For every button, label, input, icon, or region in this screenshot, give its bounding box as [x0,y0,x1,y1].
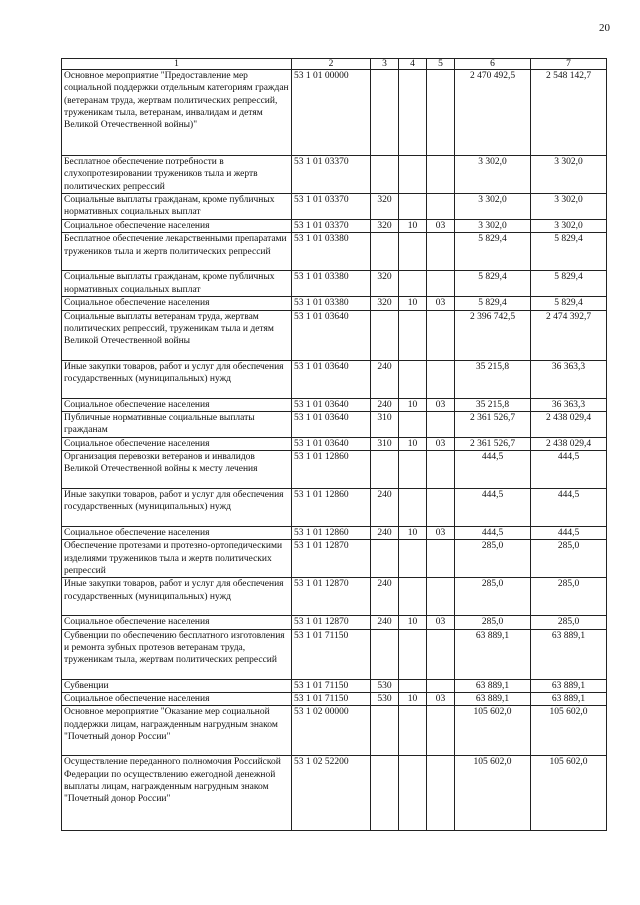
subsection-cell [427,679,455,692]
subsection-cell [427,706,455,756]
header-cell: 6 [455,59,531,70]
subsection-cell: 03 [427,616,455,629]
subsection-cell [427,540,455,578]
subsection-cell: 03 [427,220,455,233]
amount-year1-cell: 285,0 [455,578,531,616]
amount-year1-cell: 105 602,0 [455,706,531,756]
subsection-cell [427,629,455,679]
amount-year2-cell: 285,0 [531,578,607,616]
table-row [62,233,607,271]
row-name-cell: Социальные выплаты гражданам, кроме публичных нормативных социальных выплат [62,194,292,220]
section-cell: 10 [399,220,427,233]
section-cell: 10 [399,398,427,411]
section-cell [399,411,427,437]
csr-code-cell: 53 1 01 00000 [292,70,371,156]
csr-code-cell: 53 1 01 71150 [292,679,371,692]
amount-year1-cell: 3 302,0 [455,220,531,233]
table-row [62,271,607,297]
subsection-cell [427,233,455,271]
subsection-cell [427,411,455,437]
amount-year1-cell: 5 829,4 [455,297,531,310]
expense-type-cell: 530 [371,679,399,692]
amount-year1-cell: 2 396 742,5 [455,310,531,360]
row-name-cell: Социальное обеспечение населения [62,437,292,450]
amount-year1-cell: 2 470 492,5 [455,70,531,156]
amount-year2-cell: 2 438 029,4 [531,437,607,450]
row-name-cell: Организация перевозки ветеранов и инвалидов Великой Отечественной войны к месту лечения [62,451,292,489]
csr-code-cell: 53 1 01 12860 [292,451,371,489]
subsection-cell [427,271,455,297]
page-number: 20 [599,22,610,34]
amount-year1-cell: 444,5 [455,527,531,540]
row-name-cell: Субвенции по обеспечению бесплатного изготовления и ремонта зубных протезов ветеранам труда, труженикам тыла, жертвам политических репрессий [62,629,292,679]
table-row [62,451,607,489]
section-cell: 10 [399,616,427,629]
section-cell [399,156,427,194]
subsection-cell: 03 [427,297,455,310]
csr-code-cell: 53 1 01 03380 [292,233,371,271]
subsection-cell: 03 [427,693,455,706]
table-row [62,489,607,527]
table-row [62,616,607,629]
table-row [62,437,607,450]
amount-year2-cell: 2 474 392,7 [531,310,607,360]
amount-year2-cell: 285,0 [531,540,607,578]
csr-code-cell: 53 1 02 00000 [292,706,371,756]
expense-type-cell [371,629,399,679]
csr-code-cell: 53 1 01 71150 [292,629,371,679]
row-name-cell: Иные закупки товаров, работ и услуг для обеспечения государственных (муниципальных) нужд [62,489,292,527]
expense-type-cell [371,451,399,489]
amount-year2-cell: 36 363,3 [531,360,607,398]
section-cell [399,310,427,360]
subsection-cell [427,451,455,489]
expense-type-cell: 240 [371,398,399,411]
amount-year1-cell: 5 829,4 [455,271,531,297]
expense-type-cell: 240 [371,489,399,527]
header-cell: 2 [292,59,371,70]
amount-year1-cell: 105 602,0 [455,756,531,831]
csr-code-cell: 53 1 01 12870 [292,616,371,629]
expense-type-cell: 310 [371,437,399,450]
table-row [62,629,607,679]
amount-year1-cell: 285,0 [455,616,531,629]
csr-code-cell: 53 1 01 12860 [292,527,371,540]
header-row [62,59,607,70]
row-name-cell: Иные закупки товаров, работ и услуг для обеспечения государственных (муниципальных) нужд [62,360,292,398]
expense-type-cell: 320 [371,194,399,220]
table-row [62,360,607,398]
table-row [62,527,607,540]
amount-year1-cell: 444,5 [455,451,531,489]
section-cell [399,756,427,831]
amount-year1-cell: 35 215,8 [455,398,531,411]
table-row [62,411,607,437]
csr-code-cell: 53 1 01 03370 [292,156,371,194]
amount-year2-cell: 3 302,0 [531,194,607,220]
section-cell [399,489,427,527]
table-row [62,693,607,706]
row-name-cell: Социальное обеспечение населения [62,398,292,411]
table-row [62,194,607,220]
expense-type-cell: 240 [371,616,399,629]
amount-year1-cell: 444,5 [455,489,531,527]
table-row [62,220,607,233]
section-cell [399,194,427,220]
subsection-cell [427,578,455,616]
section-cell: 10 [399,297,427,310]
amount-year2-cell: 5 829,4 [531,297,607,310]
amount-year2-cell: 2 548 142,7 [531,70,607,156]
expense-type-cell: 240 [371,527,399,540]
row-name-cell: Социальное обеспечение населения [62,616,292,629]
row-name-cell: Иные закупки товаров, работ и услуг для обеспечения государственных (муниципальных) нужд [62,578,292,616]
subsection-cell [427,70,455,156]
amount-year1-cell: 3 302,0 [455,194,531,220]
table-row [62,679,607,692]
section-cell [399,629,427,679]
header-cell: 3 [371,59,399,70]
csr-code-cell: 53 1 01 03640 [292,398,371,411]
row-name-cell: Социальное обеспечение населения [62,297,292,310]
expense-type-cell [371,310,399,360]
csr-code-cell: 53 1 02 52200 [292,756,371,831]
table-row [62,578,607,616]
table-row [62,310,607,360]
expense-type-cell: 240 [371,360,399,398]
row-name-cell: Социальные выплаты ветеранам труда, жертвам политических репрессий, труженикам тыла и детям Великой Отечественной войны [62,310,292,360]
amount-year2-cell: 444,5 [531,527,607,540]
amount-year2-cell: 5 829,4 [531,233,607,271]
amount-year1-cell: 63 889,1 [455,629,531,679]
amount-year1-cell: 2 361 526,7 [455,437,531,450]
row-name-cell: Основное мероприятие "Предоставление мер социальной поддержки отдельным категориям граждан (ветеранам труда, жертвам политических репрессий, труженикам тыла, ветеранам, инвалидам и детям Великой Отечественной войны)" [62,70,292,156]
subsection-cell [427,489,455,527]
header-cell: 1 [62,59,292,70]
expense-type-cell: 320 [371,220,399,233]
row-name-cell: Публичные нормативные социальные выплаты гражданам [62,411,292,437]
expense-type-cell [371,156,399,194]
csr-code-cell: 53 1 01 12870 [292,540,371,578]
row-name-cell: Социальное обеспечение населения [62,693,292,706]
section-cell [399,540,427,578]
expense-type-cell [371,756,399,831]
amount-year2-cell: 444,5 [531,451,607,489]
amount-year2-cell: 105 602,0 [531,706,607,756]
csr-code-cell: 53 1 01 03370 [292,220,371,233]
csr-code-cell: 53 1 01 12860 [292,489,371,527]
subsection-cell [427,360,455,398]
row-name-cell: Бесплатное обеспечение потребности в слухопротезировании тружеников тыла и жертв политических репрессий [62,156,292,194]
csr-code-cell: 53 1 01 03640 [292,437,371,450]
row-name-cell: Социальное обеспечение населения [62,527,292,540]
csr-code-cell: 53 1 01 03380 [292,297,371,310]
section-cell [399,233,427,271]
amount-year2-cell: 444,5 [531,489,607,527]
expense-type-cell [371,540,399,578]
section-cell [399,271,427,297]
amount-year2-cell: 63 889,1 [531,679,607,692]
amount-year1-cell: 63 889,1 [455,693,531,706]
subsection-cell: 03 [427,398,455,411]
csr-code-cell: 53 1 01 03380 [292,271,371,297]
amount-year2-cell: 105 602,0 [531,756,607,831]
section-cell [399,360,427,398]
csr-code-cell: 53 1 01 03370 [292,194,371,220]
subsection-cell [427,194,455,220]
table-row [62,706,607,756]
table-row [62,156,607,194]
table-row [62,756,607,831]
table-row [62,297,607,310]
row-name-cell: Обеспечение протезами и протезно-ортопедическими изделиями тружеников тыла и жертв политических репрессий [62,540,292,578]
csr-code-cell: 53 1 01 71150 [292,693,371,706]
budget-table [61,58,607,831]
amount-year1-cell: 2 361 526,7 [455,411,531,437]
section-cell: 10 [399,693,427,706]
expense-type-cell: 530 [371,693,399,706]
amount-year2-cell: 63 889,1 [531,629,607,679]
amount-year2-cell: 63 889,1 [531,693,607,706]
table-row [62,540,607,578]
amount-year1-cell: 63 889,1 [455,679,531,692]
section-cell [399,451,427,489]
header-cell: 5 [427,59,455,70]
amount-year2-cell: 36 363,3 [531,398,607,411]
expense-type-cell [371,706,399,756]
expense-type-cell: 240 [371,578,399,616]
row-name-cell: Субвенции [62,679,292,692]
amount-year2-cell: 2 438 029,4 [531,411,607,437]
expense-type-cell: 320 [371,271,399,297]
row-name-cell: Социальное обеспечение населения [62,220,292,233]
section-cell: 10 [399,527,427,540]
subsection-cell: 03 [427,437,455,450]
row-name-cell: Основное мероприятие "Оказание мер социальной поддержки лицам, награжденным нагрудным знаком "Почетный донор России" [62,706,292,756]
expense-type-cell [371,233,399,271]
row-name-cell: Социальные выплаты гражданам, кроме публичных нормативных социальных выплат [62,271,292,297]
csr-code-cell: 53 1 01 12870 [292,578,371,616]
amount-year2-cell: 5 829,4 [531,271,607,297]
section-cell: 10 [399,437,427,450]
amount-year2-cell: 3 302,0 [531,220,607,233]
section-cell [399,706,427,756]
subsection-cell [427,156,455,194]
section-cell [399,578,427,616]
csr-code-cell: 53 1 01 03640 [292,360,371,398]
amount-year1-cell: 35 215,8 [455,360,531,398]
csr-code-cell: 53 1 01 03640 [292,310,371,360]
csr-code-cell: 53 1 01 03640 [292,411,371,437]
section-cell [399,679,427,692]
table-row [62,70,607,156]
expense-type-cell [371,70,399,156]
row-name-cell: Осуществление переданного полномочия Российской Федерации по осуществлению ежегодной денежной выплаты лицам, награжденным нагрудным знаком "Почетный донор России" [62,756,292,831]
header-cell: 4 [399,59,427,70]
amount-year2-cell: 285,0 [531,616,607,629]
amount-year1-cell: 3 302,0 [455,156,531,194]
expense-type-cell: 310 [371,411,399,437]
section-cell [399,70,427,156]
amount-year1-cell: 5 829,4 [455,233,531,271]
table-row [62,398,607,411]
header-cell: 7 [531,59,607,70]
amount-year1-cell: 285,0 [455,540,531,578]
expense-type-cell: 320 [371,297,399,310]
row-name-cell: Бесплатное обеспечение лекарственными препаратами тружеников тыла и жертв политических репрессий [62,233,292,271]
subsection-cell [427,756,455,831]
subsection-cell: 03 [427,527,455,540]
subsection-cell [427,310,455,360]
amount-year2-cell: 3 302,0 [531,156,607,194]
